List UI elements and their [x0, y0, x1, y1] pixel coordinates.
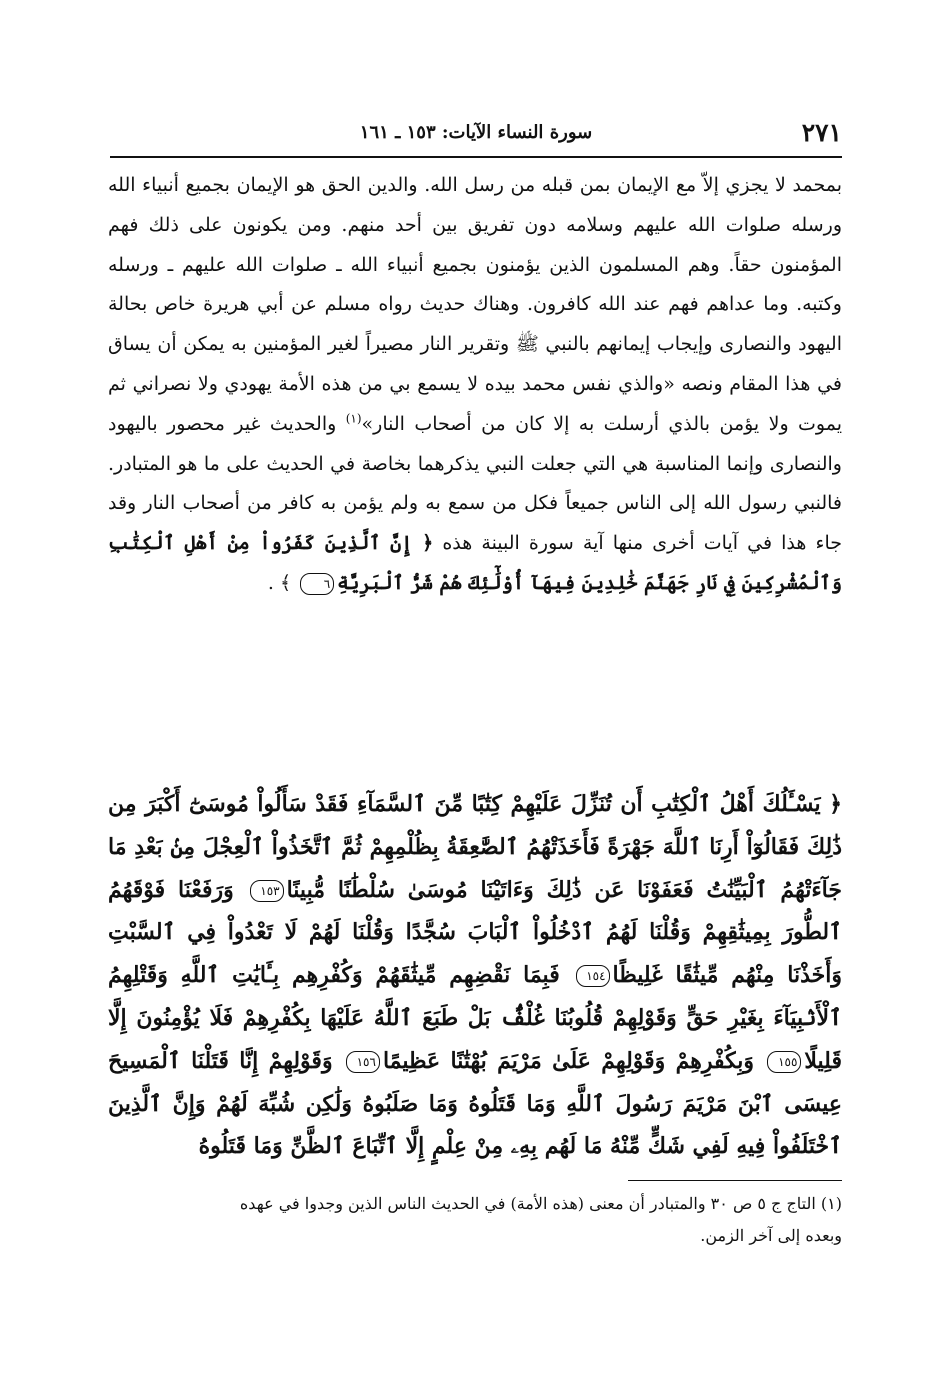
commentary-part-2: والحديث غير محصور باليهود والنصارى وإنما المناسبة هي التي جعلت النبي يذكرهما بخاصة في الحديث على ما هو المتبادر. فالنبي رسول الله إلى الناس جميعاً فكل من سمع به ولم يؤمن به كافر من أصحاب النار وقد جاء هذا في آيات أخرى منها آية سورة البينة هذه — [108, 412, 842, 555]
verse-text: وَبِكُفْرِهِمْ وَقَوْلِهِمْ عَلَىٰ مَرْيَمَ بُهْتَٰنًا عَظِيمًا — [382, 1047, 755, 1074]
footnote-reference: (١) — [345, 411, 362, 426]
ayah-number-marker: ٦ — [300, 573, 334, 595]
verse-text: ﴿ يَسْـَٔلُكَ أَهْلُ ٱلْكِتَٰبِ أَن تُنَزِّلَ عَلَيْهِمْ كِتَٰبًا مِّنَ ٱلسَّمَآءِ فَقَدْ سَأَلُواْ مُوسَىٰٓ أَكْبَرَ مِن ذَٰلِكَ فَقَالُوٓاْ أَرِنَا ٱللَّهَ جَهْرَةً فَأَخَذَتْهُمُ ٱلصَّٰعِقَةُ بِظُلْمِهِمْ ثُمَّ ٱتَّخَذُواْ ٱلْعِجْلَ مِنۢ بَعْدِ مَا جَآءَتْهُمُ ٱلْبَيِّنَٰتُ فَعَفَوْنَا عَن ذَٰلِكَ وَءَاتَيْنَا مُوسَىٰ سُلْطَٰنًا مُّبِينًا — [108, 791, 842, 903]
footnote-separator — [628, 1180, 842, 1181]
running-title: سورة النساء الآيات: ١٥٣ ـ ١٦١ — [359, 122, 593, 143]
header-rule — [110, 156, 842, 158]
verse-text: وَرَفَعْنَا فَوْقَهُمُ ٱلطُّورَ بِمِيثَٰقِهِمْ وَقُلْنَا لَهُمُ ٱدْخُلُواْ ٱلْبَابَ سُجَّدًا وَقُلْنَا لَهُمْ لَا تَعْدُواْ فِي ٱلسَّبْتِ وَأَخَذْنَا مِنْهُم مِّيثَٰقًا غَلِيظًا — [108, 876, 842, 989]
ayah-number-marker: ١٥٤ — [576, 965, 610, 987]
quran-verses — [108, 783, 842, 1168]
page-number: ٢٧١ — [801, 118, 842, 147]
commentary-text — [108, 166, 842, 604]
ayah-number-marker: ١٥٦ — [346, 1051, 380, 1073]
ayah-number-marker: ١٥٥ — [767, 1051, 801, 1073]
footnote-line: (١) التاج ج ٥ ص ٣٠ والمتبادر أن معنى (هذه الأمة) في الحديث الناس الذين وجدوا في عهده — [239, 1194, 842, 1213]
quote-end: ﴾ . — [267, 571, 298, 594]
inline-quran-quote: ﴿ إِنَّ ٱلَّذِينَ كَفَرُواْ مِنْ أَهْلِ ٱلْكِتَٰبِ وَٱلْمُشْرِكِينَ فِي نَارِ جَهَنَّمَ خَٰلِدِينَ فِيهَآ أُوْلَٰٓئِكَ هُمْ شَرُّ ٱلْبَرِيَّةِ — [108, 532, 842, 594]
footnote-line: وبعده إلى آخر الزمن. — [700, 1226, 842, 1245]
commentary-part-1: بمحمد لا يجزي إلاّ مع الإيمان بمن قبله من رسل الله. والدين الحق هو الإيمان بجميع أنبياء الله ورسله صلوات الله عليهم وسلامه دون تفريق بين أحد منهم. ومن يكونون على ذلك فهم المؤمنون حقاً. وهم المسلمون الذين يؤمنون بجميع أنبياء الله ـ صلوات الله عليهم ـ ورسله وكتبه. وما عداهم فهم عند الله كافرون. وهناك حديث رواه مسلم عن أبي هريرة خاص بحالة اليهود والنصارى وإيجاب إيمانهم بالنبي ﷺ وتقرير النار مصيراً لغير المؤمنين به يمكن أن يساق في هذا المقام ونصه «والذي نفس محمد بيده لا يسمع بي من هذه الأمة يهودي ولا نصراني ثم يموت ولا يؤمن بالذي أرسلت به إلا كان من أصحاب النار» — [108, 174, 842, 435]
footnote — [108, 1188, 842, 1252]
verse-block — [108, 783, 842, 1168]
ayah-number-marker: ١٥٣ — [250, 880, 284, 902]
verse-text: فَبِمَا نَقْضِهِم مِّيثَٰقَهُمْ وَكُفْرِهِم بِـَٔايَٰتِ ٱللَّهِ وَقَتْلِهِمُ ٱلْأَنۢبِيَآءَ بِغَيْرِ حَقٍّ وَقَوْلِهِمْ قُلُوبُنَا غُلْفٌۢ بَلْ طَبَعَ ٱللَّهُ عَلَيْهَا بِكُفْرِهِمْ فَلَا يُؤْمِنُونَ إِلَّا قَلِيلًا — [108, 962, 842, 1074]
commentary-paragraph — [108, 166, 842, 604]
verse-text: وَقَوْلِهِمْ إِنَّا قَتَلْنَا ٱلْمَسِيحَ عِيسَى ٱبْنَ مَرْيَمَ رَسُولَ ٱللَّهِ وَمَا قَتَلُوهُ وَمَا صَلَبُوهُ وَلَٰكِن شُبِّهَ لَهُمْ وَإِنَّ ٱلَّذِينَ ٱخْتَلَفُواْ فِيهِ لَفِي شَكٍّ مِّنْهُ مَا لَهُم بِهِۦ مِنْ عِلْمٍ إِلَّا ٱتِّبَاعَ ٱلظَّنِّ وَمَا قَتَلُوهُ — [108, 1047, 842, 1160]
page-header — [110, 118, 842, 154]
